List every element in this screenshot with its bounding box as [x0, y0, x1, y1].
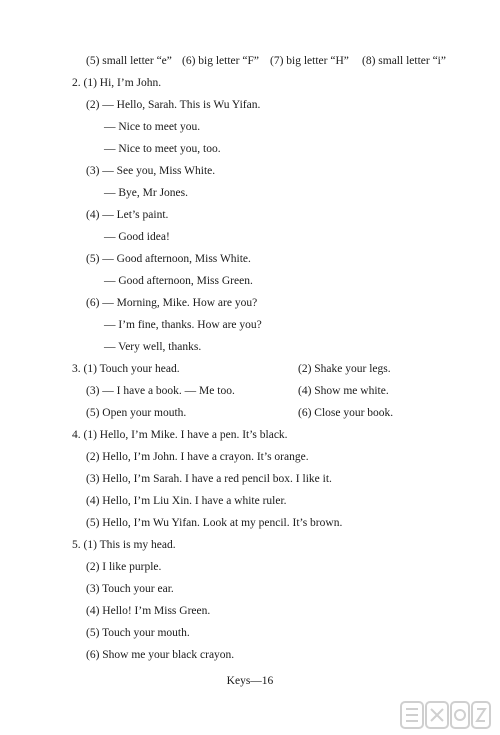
q3-item-6: (6) Close your book.	[298, 407, 394, 419]
q5-line: (4) Hello! I’m Miss Green.	[86, 605, 211, 617]
q2-line: 2. (1) Hi, I’m John.	[72, 77, 162, 89]
q5-line: 5. (1) This is my head.	[72, 539, 176, 551]
q5-line: (3) Touch your ear.	[86, 583, 174, 595]
q5-line: (5) Touch your mouth.	[86, 627, 190, 639]
q2-line: — Nice to meet you.	[104, 121, 201, 133]
q2-line: — Very well, thanks.	[104, 341, 202, 353]
q2-line: (5) — Good afternoon, Miss White.	[86, 253, 251, 265]
q4-line: (5) Hello, I’m Wu Yifan. Look at my pencil. It’s brown.	[86, 517, 343, 529]
q3-item-1: 3. (1) Touch your head.	[72, 363, 180, 375]
q3-item-3: (3) — I have a book. — Me too.	[86, 385, 235, 397]
q2-line: (6) — Morning, Mike. How are you?	[86, 297, 258, 309]
answer-site-watermark-icon	[400, 701, 492, 729]
q3-item-2: (2) Shake your legs.	[298, 363, 391, 375]
q2-line: (3) — See you, Miss White.	[86, 165, 216, 177]
q5-line: (2) I like purple.	[86, 561, 162, 573]
q2-line: — Bye, Mr Jones.	[104, 187, 189, 199]
q2-line: — I’m fine, thanks. How are you?	[104, 319, 262, 331]
q4-line: 4. (1) Hello, I’m Mike. I have a pen. It’s black.	[72, 429, 288, 441]
q2-line: — Nice to meet you, too.	[104, 143, 221, 155]
q2-line: (2) — Hello, Sarah. This is Wu Yifan.	[86, 99, 261, 111]
q2-line: — Good idea!	[104, 231, 170, 243]
q4-line: (2) Hello, I’m John. I have a crayon. It’s orange.	[86, 451, 309, 463]
q3-item-5: (5) Open your mouth.	[86, 407, 187, 419]
page-footer: Keys—16	[226, 675, 274, 687]
q5-line: (6) Show me your black crayon.	[86, 649, 235, 661]
q1-item-8: (8) small letter “i”	[362, 55, 446, 67]
q4-line: (4) Hello, I’m Liu Xin. I have a white ruler.	[86, 495, 287, 507]
q4-line: (3) Hello, I’m Sarah. I have a red pencil box. I like it.	[86, 473, 332, 485]
q1-item-7: (7) big letter “H”	[270, 55, 349, 67]
q1-item-5: (5) small letter “e”	[86, 55, 172, 67]
q2-line: (4) — Let’s paint.	[86, 209, 169, 221]
q3-item-4: (4) Show me white.	[298, 385, 389, 397]
q1-item-6: (6) big letter “F”	[182, 55, 259, 67]
q2-line: — Good afternoon, Miss Green.	[104, 275, 253, 287]
